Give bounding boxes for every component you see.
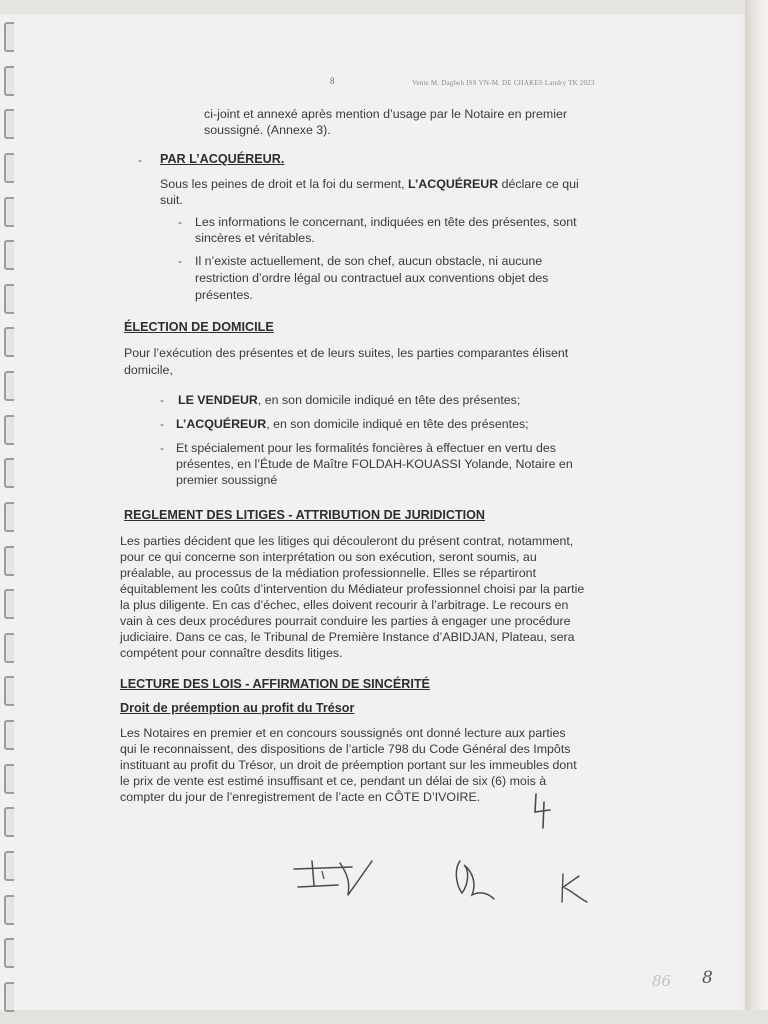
lois-line-4: le prix de vente est estimé insuffisant et ce, pendant un délai de six (6) mois à <box>120 774 547 788</box>
binding-ring <box>4 589 14 619</box>
litiges-line-5: la plus diligente. En cas d’échec, elles doivent recourir à l’arbitrage. Le recours en <box>120 598 569 612</box>
domicile-line-1: Pour l’exécution des présentes et de leurs suites, les parties comparantes élisent <box>124 346 569 360</box>
acquereur-intro-line-2: suit. <box>160 193 183 207</box>
signature-initials-3 <box>555 870 591 906</box>
spiral-binding <box>4 22 20 1012</box>
lois-subheading: Droit de préemption au profit du Trésor <box>120 701 355 715</box>
scan-top-border <box>0 0 768 14</box>
binding-ring <box>4 676 14 706</box>
binding-ring <box>4 807 14 837</box>
litiges-line-2: pour ce qui concerne son interprétation ou son exécution, seront soumis, au <box>120 550 537 564</box>
binding-ring <box>4 415 14 445</box>
lois-line-3: instituant au profit du Trésor, un droit de préemption portant sur les immeubles dont <box>120 758 577 772</box>
domicile-item-2-text: , en son domicile indiqué en tête des présentes; <box>266 417 529 431</box>
binding-ring <box>4 284 14 314</box>
handwritten-initial-mark <box>530 788 560 832</box>
binding-ring <box>4 851 14 881</box>
domicile-item-2 <box>176 416 529 432</box>
scan-right-edge <box>745 0 768 1024</box>
domicile-item-3-line-1: Et spécialement pour les formalités foncières à effectuer en vertu des <box>176 441 556 455</box>
binding-ring <box>4 546 14 576</box>
litiges-line-3: préalable, au processus de la médiation professionnelle. Elles se répartiront <box>120 566 537 580</box>
binding-ring <box>4 938 14 968</box>
binding-ring <box>4 458 14 488</box>
binding-ring <box>4 633 14 663</box>
lois-line-1: Les Notaires en premier et en concours soussignés ont donné lecture aux parties <box>120 726 566 740</box>
bullet-dash: - <box>178 254 183 268</box>
domicile-item-1-text: , en son domicile indiqué en tête des présentes; <box>257 393 521 407</box>
domicile-item-3-line-2: présentes, en l’Étude de Maître FOLDAH-KOUASSI Yolande, Notaire en <box>176 457 573 471</box>
binding-ring <box>4 327 14 357</box>
acquereur-intro-text: Sous les peines de droit et la foi du serment, <box>160 177 405 191</box>
acquereur-item-2-line-1: Il n’existe actuellement, de son chef, aucun obstacle, ni aucune <box>195 254 543 268</box>
faint-handwritten-mark: 86 <box>652 972 672 990</box>
binding-ring <box>4 109 14 139</box>
domicile-item-2-bold: L’ACQUÉREUR <box>176 417 267 431</box>
binding-ring <box>4 22 14 52</box>
acquereur-heading: PAR L’ACQUÉREUR. <box>160 152 285 166</box>
binding-ring <box>4 240 14 270</box>
binding-ring <box>4 764 14 794</box>
binding-ring <box>4 502 14 532</box>
lois-line-2: qui le reconnaissent, des dispositions de l’article 798 du Code Général des Impôts <box>120 742 571 756</box>
binding-ring <box>4 66 14 96</box>
acquereur-intro <box>160 176 660 192</box>
scan-bottom-border <box>0 1010 768 1024</box>
acquereur-item-1-line-1: Les informations le concernant, indiquées en tête des présentes, sont <box>195 215 577 229</box>
bullet-dash: - <box>178 215 183 229</box>
binding-ring <box>4 895 14 925</box>
acquereur-item-2-line-2: restriction d’ordre légal ou contractuel aux conventions objet des <box>195 271 549 285</box>
binding-ring <box>4 720 14 750</box>
binding-ring <box>4 153 14 183</box>
acquereur-item-2-line-3: présentes. <box>195 288 253 302</box>
litiges-line-6: vain à ces deux procédures pourrait conduire les parties à engager une procédure <box>120 614 571 628</box>
domicile-item-1-bold: LE VENDEUR <box>178 393 258 407</box>
signature-initials-2 <box>450 855 500 905</box>
litiges-heading: REGLEMENT DES LITIGES - ATTRIBUTION DE JURIDICTION <box>124 508 486 522</box>
domicile-item-3-line-3: premier soussigné <box>176 473 278 487</box>
binding-ring <box>4 982 14 1012</box>
litiges-line-8: compétent pour connaître desdits litiges. <box>120 646 343 660</box>
bullet-dash: - <box>160 393 165 407</box>
domicile-line-2: domicile, <box>124 363 173 377</box>
header-reference: Vente M. Dagbeh ISS VN-M. DE CHAKES Landry TK 2023 <box>412 79 595 87</box>
lois-heading: LECTURE DES LOIS - AFFIRMATION DE SINCÉRITÉ <box>120 677 430 691</box>
intro-line-1: ci-joint et annexé après mention d’usage par le Notaire en premier <box>204 107 567 121</box>
litiges-line-4: équitablement les coûts d’intervention du Médiateur professionnel choisi par la partie <box>120 582 585 596</box>
acquereur-item-1-line-2: sincères et véritables. <box>195 231 315 245</box>
domicile-item-1 <box>178 392 520 408</box>
acquereur-intro-text-end: déclare ce qui <box>501 177 579 191</box>
litiges-line-1: Les parties décident que les litiges qui découleront du présent contrat, notamment, <box>120 534 574 548</box>
domicile-heading: ÉLECTION DE DOMICILE <box>124 320 274 334</box>
bullet-dash: - <box>138 153 143 167</box>
bullet-dash: - <box>160 417 165 431</box>
binding-ring <box>4 197 14 227</box>
lois-line-5: compter du jour de l’enregistrement de l’acte en CÔTE D’IVOIRE. <box>120 790 481 804</box>
header-page-number: 8 <box>330 76 335 86</box>
signature-initials-1 <box>290 855 380 905</box>
footer-page-number: 8 <box>702 968 713 988</box>
litiges-line-7: judiciaire. Dans ce cas, le Tribunal de Première Instance d’ABIDJAN, Plateau, sera <box>120 630 575 644</box>
acquereur-intro-bold: L’ACQUÉREUR <box>407 177 499 191</box>
binding-ring <box>4 371 14 401</box>
intro-line-2: soussigné. (Annexe 3). <box>204 123 331 137</box>
bullet-dash: - <box>160 441 165 455</box>
